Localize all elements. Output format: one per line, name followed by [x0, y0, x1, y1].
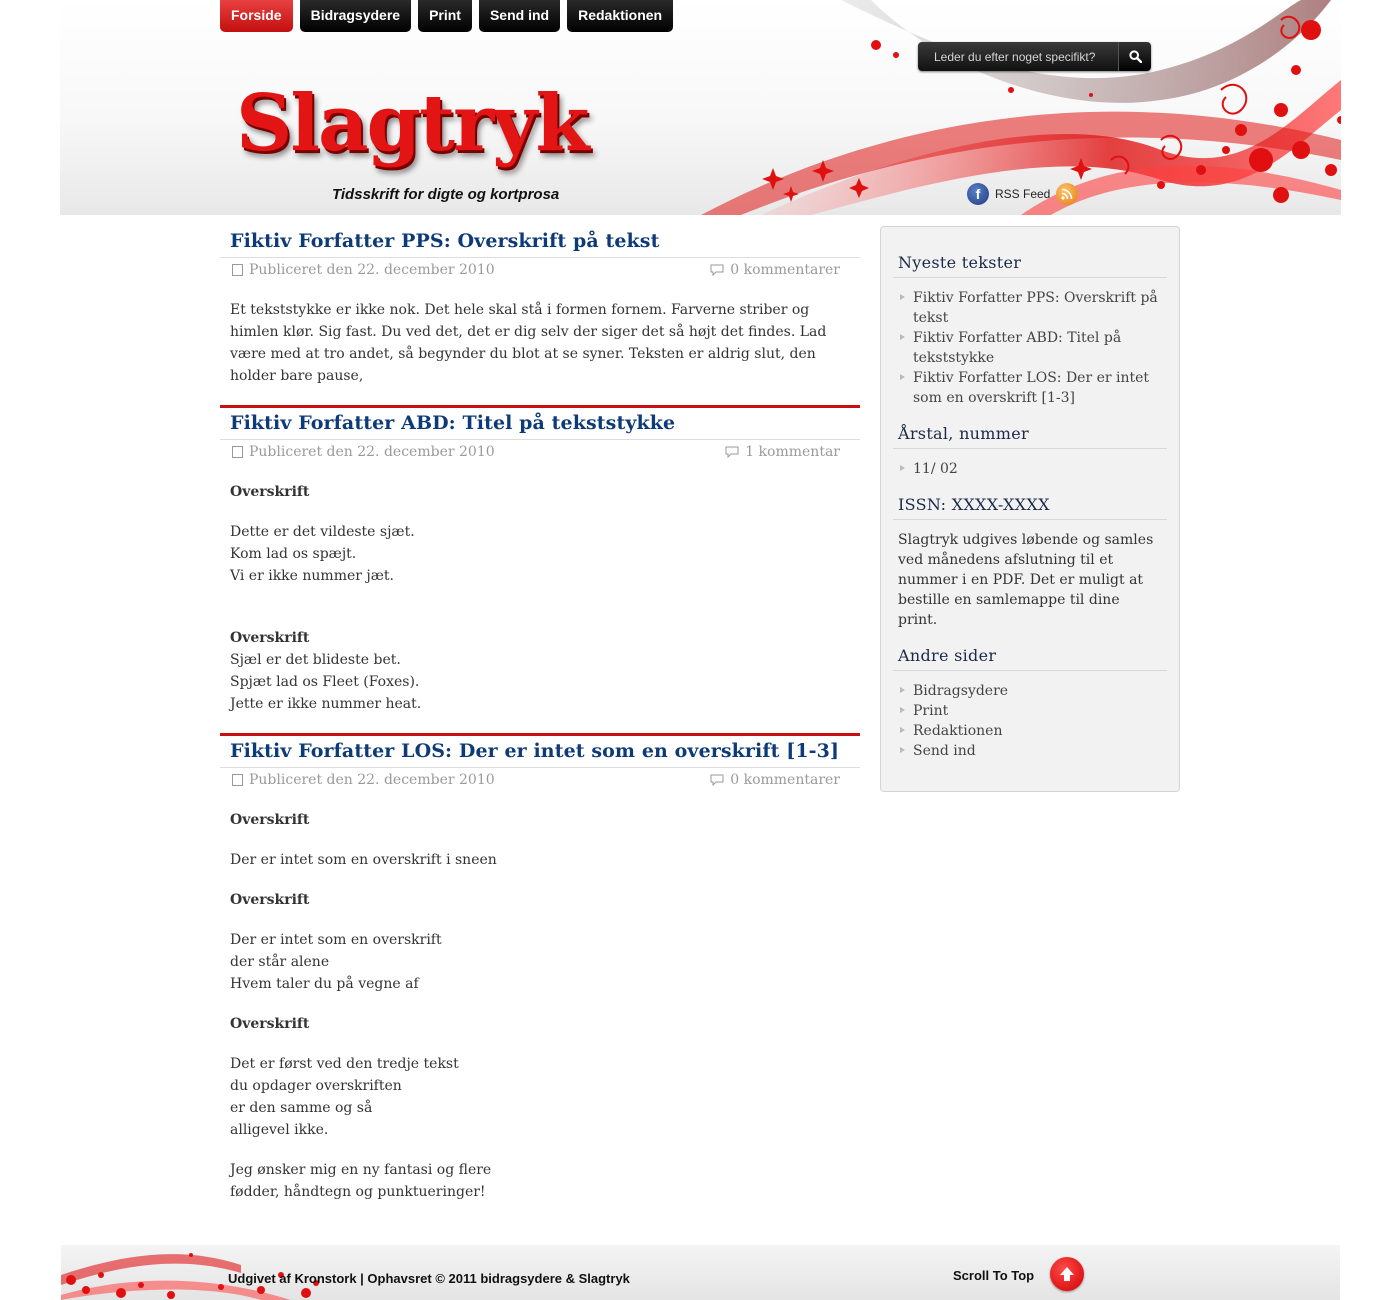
main-nav: [220, 0, 673, 32]
year-link[interactable]: [893, 459, 1167, 479]
bullet-arrow-icon: [900, 465, 905, 471]
post-comments[interactable]: [725, 444, 840, 460]
post-comments-link[interactable]: 1 kommentar: [745, 443, 840, 460]
post-meta: [220, 257, 860, 281]
post-date-text: Publiceret den 22. december 2010: [249, 443, 495, 460]
recent-post-link-label: Fiktiv Forfatter PPS: Overskrift på tekst: [913, 290, 1158, 326]
post-body: [220, 463, 860, 733]
search-box: [918, 42, 1151, 71]
post-meta: [220, 439, 860, 463]
social-links: [967, 183, 1078, 205]
widget-title: Andre sider: [893, 644, 1167, 671]
page-link-label: Send ind: [913, 743, 976, 759]
post-title[interactable]: Fiktiv Forfatter ABD: Titel på tekststykke: [230, 412, 676, 434]
post: [220, 405, 860, 733]
text-line: Overskrift: [230, 892, 310, 908]
post-comments[interactable]: [710, 262, 840, 278]
recent-post-link-label: Fiktiv Forfatter ABD: Titel på tekststykke: [913, 330, 1122, 366]
post-date-text: Publiceret den 22. december 2010: [249, 771, 495, 788]
calendar-icon: [232, 774, 243, 786]
post-date-text: Publiceret den 22. december 2010: [249, 261, 495, 278]
widget-title: Nyeste tekster: [893, 251, 1167, 278]
site-logo-title[interactable]: Slagtryk: [236, 78, 588, 169]
calendar-icon: [232, 446, 243, 458]
post-subheading: [230, 809, 850, 831]
nav-item-send-ind[interactable]: Send ind: [479, 0, 560, 32]
widget-title: Årstal, nummer: [893, 422, 1167, 449]
issn-text: Slagtryk udgives løbende og samles ved månedens afslutning til et nummer i en PDF. Det er muligt at bestille en samlemappe til dine print.: [898, 532, 1154, 628]
post: [220, 226, 860, 405]
rss-feed-label[interactable]: RSS Feed: [995, 187, 1051, 201]
bullet-arrow-icon: [900, 747, 905, 753]
facebook-icon[interactable]: f: [967, 183, 989, 205]
post-body: [220, 281, 860, 405]
page-link[interactable]: [893, 741, 1167, 761]
recent-post-link[interactable]: [893, 368, 1167, 408]
page-link[interactable]: [893, 681, 1167, 701]
text-line: Der er intet som en overskrift i sneen: [230, 852, 497, 868]
footer-copyright: Udgivet af Kronstork | Ophavsret © 2011 bidragsydere & Slagtryk: [228, 1271, 630, 1286]
search-button[interactable]: [1118, 42, 1151, 71]
widget-year-number: [893, 422, 1167, 479]
recent-posts-list: [893, 288, 1167, 408]
recent-post-link[interactable]: [893, 288, 1167, 328]
text-line: er den samme og så: [230, 1100, 373, 1116]
text-line: Overskrift: [230, 1016, 310, 1032]
other-pages-list: [893, 681, 1167, 761]
post-paragraph: [230, 649, 850, 715]
text-line: Overskrift: [230, 484, 310, 500]
post-paragraph: [230, 521, 850, 587]
text-line: Overskrift: [230, 630, 310, 646]
post-paragraph: [230, 1159, 850, 1203]
post-meta: [220, 767, 860, 791]
text-line: Dette er det vildeste sjæt.: [230, 524, 415, 540]
page-link-label: Print: [913, 703, 949, 719]
page-link[interactable]: [893, 701, 1167, 721]
post-subheading: [230, 481, 850, 503]
widget-issn: [893, 493, 1167, 630]
comment-icon: [710, 264, 724, 276]
post-comments[interactable]: [710, 772, 840, 788]
text-line: Der er intet som en overskrift: [230, 932, 442, 948]
text-line: alligevel ikke.: [230, 1122, 329, 1138]
text-line: Vi er ikke nummer jæt.: [230, 568, 394, 584]
post-paragraph: [230, 849, 850, 871]
text-line: Overskrift: [230, 812, 310, 828]
post-paragraph: [230, 299, 850, 387]
bullet-arrow-icon: [900, 687, 905, 693]
nav-item-bidragsydere[interactable]: Bidragsydere: [300, 0, 411, 32]
post-title[interactable]: Fiktiv Forfatter LOS: Der er intet som en overskrift [1-3]: [230, 740, 840, 762]
post-body: [220, 791, 860, 1221]
nav-item-forside[interactable]: Forside: [220, 0, 293, 32]
main-content: [220, 226, 860, 1221]
site-tagline: Tidsskrift for digte og kortprosa: [332, 186, 560, 203]
text-line: der står alene: [230, 954, 330, 970]
text-line: Jeg ønsker mig en ny fantasi og flere: [230, 1162, 492, 1178]
post-date: [232, 262, 495, 278]
post-paragraph: [230, 929, 850, 995]
page-link-label: Redaktionen: [913, 723, 1003, 739]
post-date: [232, 444, 495, 460]
recent-post-link-label: Fiktiv Forfatter LOS: Der er intet som en overskrift [1-3]: [913, 370, 1150, 406]
search-icon: [1129, 50, 1142, 63]
rss-icon[interactable]: [1056, 183, 1078, 205]
post-comments-link[interactable]: 0 kommentarer: [730, 771, 840, 788]
scroll-to-top-button[interactable]: [1050, 1257, 1084, 1291]
text-line: Kom lad os spæjt.: [230, 546, 357, 562]
post-title[interactable]: Fiktiv Forfatter PPS: Overskrift på tekst: [230, 230, 660, 252]
bullet-arrow-icon: [900, 374, 905, 380]
widget-title: ISSN: XXXX-XXXX: [893, 493, 1167, 520]
post-comments-link[interactable]: 0 kommentarer: [730, 261, 840, 278]
bullet-arrow-icon: [900, 334, 905, 340]
widget-other-pages: [893, 644, 1167, 761]
text-line: Jette er ikke nummer heat.: [230, 696, 422, 712]
sidebar: [880, 226, 1180, 792]
text-line: Spjæt lad os Fleet (Foxes).: [230, 674, 420, 690]
calendar-icon: [232, 264, 243, 276]
text-line: Hvem taler du på vegne af: [230, 976, 419, 992]
scroll-to-top-label[interactable]: Scroll To Top: [953, 1268, 1035, 1283]
recent-post-link[interactable]: [893, 328, 1167, 368]
post-subheading: [230, 889, 850, 911]
year-list: [893, 459, 1167, 479]
search-input[interactable]: [918, 42, 1118, 71]
arrow-up-icon: [1058, 1265, 1076, 1283]
nav-item-redaktionen[interactable]: Redaktionen: [567, 0, 673, 32]
post-subheading: [230, 1013, 850, 1035]
text-line: fødder, håndtegn og punktueringer!: [230, 1184, 486, 1200]
text-line: Sjæl er det blideste bet.: [230, 652, 401, 668]
page-link-label: Bidragsydere: [913, 683, 1009, 699]
paragraph-spacer: [230, 605, 850, 627]
text-line: du opdager overskriften: [230, 1078, 402, 1094]
post-paragraph: [230, 1053, 850, 1141]
site-footer: [61, 1245, 1340, 1300]
post-date: [232, 772, 495, 788]
bullet-arrow-icon: [900, 727, 905, 733]
bullet-arrow-icon: [900, 707, 905, 713]
bullet-arrow-icon: [900, 294, 905, 300]
text-line: Et tekststykke er ikke nok. Det hele skal stå i formen fornem. Farverne striber og himlen klør. Sig fast. Du ved det, det er dig selv der siger det så højt det findes. Lad være med at tro andet, så begynder du blot at se syner. Teksten er aldrig slut, den holder bare pause,: [230, 302, 827, 384]
nav-item-print[interactable]: Print: [418, 0, 472, 32]
post: [220, 733, 860, 1221]
comment-icon: [725, 446, 739, 458]
widget-recent-posts: [893, 251, 1167, 408]
post-subheading: [230, 627, 850, 649]
page-link[interactable]: [893, 721, 1167, 741]
year-link-label: 11/ 02: [913, 461, 958, 477]
comment-icon: [710, 774, 724, 786]
text-line: Det er først ved den tredje tekst: [230, 1056, 459, 1072]
